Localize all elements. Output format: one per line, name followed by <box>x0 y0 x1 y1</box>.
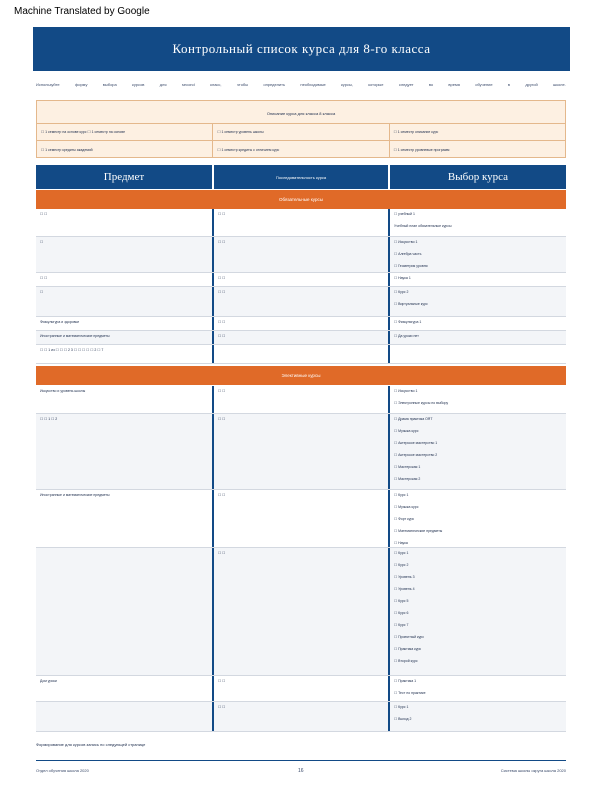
table-row <box>36 702 566 732</box>
course-option-checkbox[interactable]: ☐ Виртуальные курс <box>394 302 428 306</box>
course-option-checkbox[interactable]: ☐ Наука 1 <box>394 276 411 280</box>
course-option-checkbox[interactable]: ☐ Практика курс <box>394 647 422 651</box>
intro-word: школе. <box>552 82 566 87</box>
subject-cell: Иностранные и математические предметы <box>40 493 110 497</box>
header-subject: Предмет <box>103 171 145 183</box>
intro-text <box>36 82 566 87</box>
sequence-cell: ☐ ☐ <box>212 548 388 675</box>
intro-word: следует <box>398 82 414 87</box>
course-option-checkbox[interactable]: ☐ Искусство 1 <box>394 389 418 393</box>
course-option-checkbox[interactable]: ☐ Мастерская 2 <box>394 477 421 481</box>
sequence-cell: ☐ ☐ <box>212 237 388 272</box>
sequence-cell: ☐ ☐ <box>212 386 388 413</box>
course-option-checkbox[interactable]: ☐ Актерское мастерство 1 <box>394 441 438 445</box>
footer-right: Система школы округа школа 2020 <box>500 768 566 773</box>
legend-cell: ☐ 1 семестр на основе курс ☐ 1 семестр на основе <box>41 130 126 134</box>
course-option-checkbox[interactable]: ☐ Музыка курс <box>394 505 419 509</box>
choice-cell <box>388 548 566 675</box>
choice-cell <box>388 237 566 272</box>
course-option-checkbox[interactable]: ☐ Уровень 4 <box>394 587 415 591</box>
intro-word: для <box>159 82 167 87</box>
subject-cell: ☐ <box>40 240 44 244</box>
course-option-checkbox[interactable]: ☐ Уровень 3 <box>394 575 415 579</box>
footer-left: Отдел обучения школа 2020 <box>36 768 89 773</box>
sequence-cell: ☐ ☐ <box>212 317 388 330</box>
subject-cell: ☐ ☐ <box>40 276 48 280</box>
elective-courses-table <box>36 386 566 732</box>
choice-cell <box>388 273 566 286</box>
section-elective: Элективные курсы <box>36 366 566 385</box>
course-option-checkbox[interactable]: ☐ Курс 5 <box>394 599 409 603</box>
section-required: Обязательные курсы <box>36 190 566 209</box>
intro-word: Используйте <box>36 82 60 87</box>
course-legend <box>36 100 566 158</box>
legend-row-2 <box>37 141 565 158</box>
course-option-checkbox[interactable]: ☐ Второй курс <box>394 659 418 663</box>
table-row <box>36 345 566 364</box>
table-row <box>36 237 566 273</box>
sequence-cell: ☐ ☐ <box>212 676 388 701</box>
legend-row-1 <box>37 124 565 140</box>
course-option-checkbox[interactable]: ☐ Искусство 1 <box>394 240 418 244</box>
header-choice: Выбор курса <box>388 165 566 189</box>
table-row <box>36 490 566 548</box>
choice-cell <box>388 287 566 316</box>
course-option-checkbox[interactable]: ☐ Выход 2 <box>394 717 412 721</box>
choice-cell <box>388 386 566 413</box>
intro-word: другой <box>525 82 538 87</box>
subject-cell: Иностранные и математические предметы <box>40 334 110 338</box>
subject-cell: ☐ <box>40 290 44 294</box>
course-option-checkbox[interactable]: ☐ Курс 2 <box>394 563 409 567</box>
course-option-checkbox[interactable]: ☐ Геометрия уровня <box>394 264 428 268</box>
table-row <box>36 676 566 702</box>
page-number: 16 <box>298 768 304 774</box>
course-option-checkbox[interactable]: ☐ Курс 6 <box>394 611 409 615</box>
intro-word: курсов <box>132 82 145 87</box>
footer-divider <box>36 760 566 761</box>
intro-word: во <box>428 82 434 87</box>
choice-cell <box>388 490 566 547</box>
subject-cell <box>36 702 212 731</box>
legend-cell: ☐ 1 семестр описание курс <box>389 124 565 140</box>
sequence-cell: ☐ ☐ <box>212 490 388 547</box>
intro-word: second <box>181 82 195 87</box>
legend-cell: ☐ 1 семестр кредиты академий <box>41 147 93 152</box>
course-option-checkbox[interactable]: Учебный план обязательные курсы <box>394 224 452 228</box>
intro-word: которые <box>368 82 384 87</box>
table-row <box>36 548 566 676</box>
legend-cell: ☐ 1 семестр уровень школы <box>212 124 388 140</box>
intro-word: класс, <box>210 82 222 87</box>
choice-cell <box>388 345 566 363</box>
sequence-cell: ☐ ☐ <box>212 287 388 316</box>
table-row <box>36 273 566 287</box>
subject-cell: Дом уроки <box>40 679 57 683</box>
course-option-checkbox[interactable]: ☐ Курс 7 <box>394 623 409 627</box>
subject-cell <box>36 548 212 675</box>
choice-cell <box>388 331 566 344</box>
course-option-checkbox[interactable]: ☐ Курс 1 <box>394 551 409 555</box>
subject-cell: ☐ ☐ <box>40 212 48 216</box>
table-row <box>36 317 566 331</box>
sequence-cell: ☐ ☐ <box>212 273 388 286</box>
required-courses-table <box>36 209 566 364</box>
course-option-checkbox[interactable]: ☐ Алгебра часть <box>394 252 422 256</box>
intro-word: необходимые <box>300 82 326 87</box>
subject-cell: ☐ ☐ 1 из ☐ ☐ ☐ 2 3 ☐ ☐ ☐ ☐ ☐ 2 ☐ 7 <box>40 348 104 352</box>
intro-word: в <box>507 82 511 87</box>
intro-word: обучение <box>475 82 493 87</box>
intro-word: определить <box>263 82 286 87</box>
table-row <box>36 386 566 414</box>
sequence-cell: ☐ ☐ <box>212 331 388 344</box>
table-row <box>36 331 566 345</box>
course-option-checkbox[interactable]: ☐ Форт курс <box>394 517 415 521</box>
legend-cell: ☐ 1 семестр уровневые программ <box>389 141 565 158</box>
sequence-cell: ☐ ☐ <box>212 209 388 236</box>
table-row <box>36 209 566 237</box>
course-option-checkbox[interactable]: ☐ Тест по практике <box>394 691 426 695</box>
table-row <box>36 414 566 490</box>
sequence-cell: ☐ ☐ <box>212 414 388 489</box>
course-option-checkbox[interactable]: ☐ Электронные курсы по выбору <box>394 401 449 405</box>
course-option-checkbox[interactable]: ☐ Практика 1 <box>394 679 417 683</box>
course-option-checkbox[interactable]: ☐ Физкультура 1 <box>394 320 422 324</box>
intro-word: курсы, <box>340 82 353 87</box>
choice-cell <box>388 317 566 330</box>
choice-cell <box>388 702 566 731</box>
subject-cell: Искусство и уровень школы <box>40 389 86 393</box>
choice-cell <box>388 209 566 236</box>
choice-cell <box>388 676 566 701</box>
subject-cell: Физкультура и здоровье <box>40 320 80 324</box>
course-option-checkbox[interactable]: ☐ Наука <box>394 541 408 545</box>
legend-cell: ☐ 1 семестр кредиты с отличием курс <box>212 141 388 158</box>
title-banner <box>33 27 570 71</box>
page-title: Контрольный список курса для 8-го класса <box>172 41 431 56</box>
footnote: Формирование для курсов запись по следующей странице <box>36 742 146 747</box>
legend-title: Описание курса для класса 8 класса <box>266 111 336 116</box>
table-header <box>36 165 566 189</box>
subject-cell: ☐ ☐ 1 ☐ 2 <box>40 417 58 421</box>
course-option-checkbox[interactable]: ☐ Проектный курс <box>394 635 424 639</box>
table-row <box>36 287 566 317</box>
course-option-checkbox[interactable]: ☐ Математические предметы <box>394 529 443 533</box>
course-option-checkbox[interactable]: ☐ учебный 1 <box>394 212 415 216</box>
intro-word: выбора <box>102 82 117 87</box>
sequence-cell: ☐ ☐ <box>212 702 388 731</box>
course-option-checkbox[interactable]: ☐ Курс 2 <box>394 290 409 294</box>
machine-translated-label: Machine Translated by Google <box>14 6 150 17</box>
header-sequence: Последовательность курса <box>212 165 388 189</box>
course-option-checkbox[interactable]: ☐ Драма практика ОЯТ <box>394 417 433 421</box>
course-option-checkbox[interactable]: ☐ Мастерская 1 <box>394 465 421 469</box>
course-option-checkbox[interactable]: ☐ Курс 1 <box>394 705 409 709</box>
choice-cell <box>388 414 566 489</box>
course-option-checkbox[interactable]: ☐ Да уроки нет <box>394 334 419 338</box>
intro-word: форму <box>74 82 88 87</box>
sequence-cell <box>212 345 388 363</box>
course-option-checkbox[interactable]: ☐ Актерское мастерство 2 <box>394 453 438 457</box>
course-option-checkbox[interactable]: ☐ Курс 1 <box>394 493 409 497</box>
course-option-checkbox[interactable]: ☐ Музыка курс <box>394 429 419 433</box>
intro-word: чтобы <box>236 82 249 87</box>
intro-word: время <box>448 82 460 87</box>
